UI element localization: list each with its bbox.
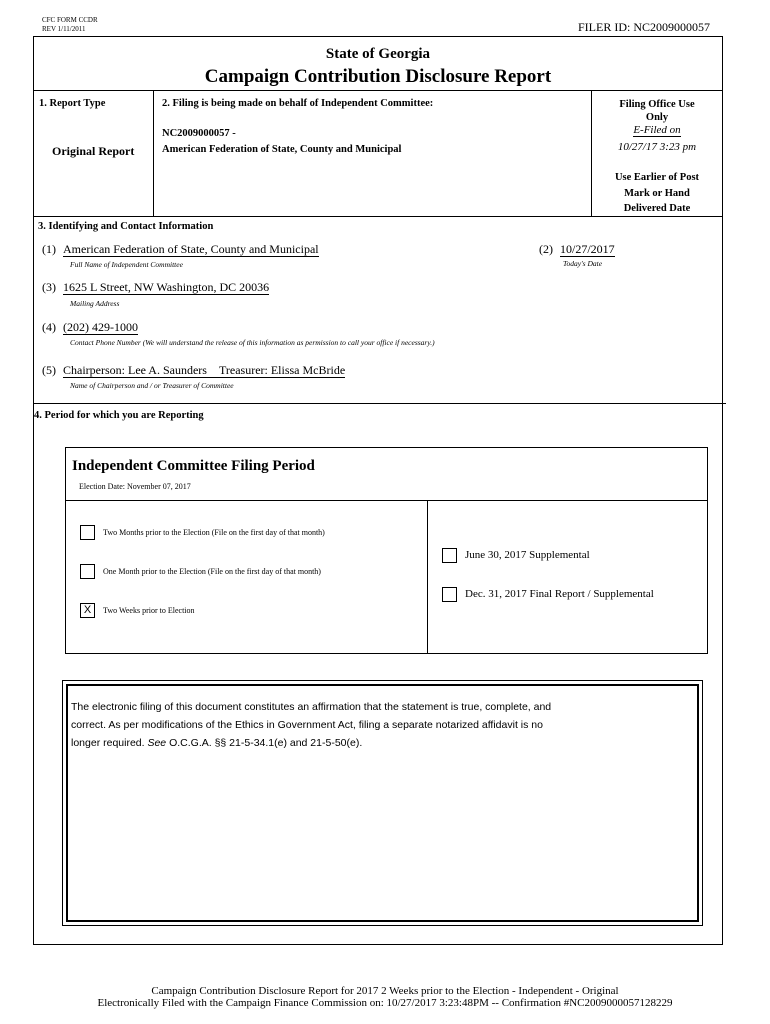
title-divider — [33, 90, 723, 91]
filing-office-note-line2: Mark or Hand — [624, 187, 690, 199]
filing-office-note-line1: Use Earlier of Post — [614, 172, 700, 183]
chairperson: Chairperson: Lee A. Saunders Treasurer: Elissa McBride — [63, 363, 346, 377]
report-type-value: Original Report — [52, 144, 135, 158]
filing-period-divider — [65, 500, 708, 501]
phone-caption: Contact Phone Number (We will understand the release of this information as permission to call your office if necessary.) — [70, 338, 435, 347]
option-two-weeks-checkbox[interactable]: X — [80, 603, 95, 618]
footer — [0, 985, 770, 1009]
section3-divider — [33, 403, 726, 404]
mailing-address-row — [42, 280, 269, 295]
committee-full-name: American Federation of State, County and Municipal — [63, 242, 319, 256]
affirmation-line1: The electronic filing of this document constitutes an affirmation that the statement is true, complete, and — [71, 701, 552, 713]
form-revision: REV 1/11/2011 — [42, 25, 86, 33]
item-3-number: (3) — [42, 280, 56, 294]
option-dec-final-label: Dec. 31, 2017 Final Report / Supplemental — [465, 588, 654, 600]
officers-row — [42, 363, 345, 378]
filing-period-title: Independent Committee Filing Period — [72, 458, 315, 474]
option-one-month-checkbox[interactable] — [80, 564, 95, 579]
filing-office-note — [591, 170, 723, 217]
section3-label: 3. Identifying and Contact Information — [38, 221, 214, 232]
committee-id: NC2009000057 - — [162, 128, 236, 139]
option-two-weeks-label: Two Weeks prior to Election — [103, 606, 195, 615]
committee-full-name-row — [42, 242, 319, 257]
option-two-months-checkbox[interactable] — [80, 525, 95, 540]
filing-office-note-line3: Delivered Date — [623, 203, 691, 214]
committee-name: American Federation of State, County and Municipal — [162, 144, 402, 155]
item-4-number: (4) — [42, 320, 56, 334]
footer-line1: Campaign Contribution Disclosure Report for 2017 2 Weeks prior to the Election - Independent - Original — [151, 985, 619, 997]
phone-row — [42, 320, 138, 335]
todays-date-row — [539, 242, 615, 257]
item-5-number: (5) — [42, 363, 56, 377]
efiled-label: E-Filed on — [633, 124, 681, 136]
option-june-supplemental-checkbox[interactable] — [442, 548, 457, 563]
committee-label: 2. Filing is being made on behalf of Independent Committee: — [162, 98, 434, 109]
todays-date-caption: Today's Date — [563, 259, 603, 268]
col-divider-1 — [153, 90, 154, 216]
report-type-label: 1. Report Type — [39, 98, 106, 109]
filing-office-heading — [591, 98, 723, 124]
option-june-supplemental-label: June 30, 2017 Supplemental — [465, 549, 590, 561]
committee-full-name-caption: Full Name of Independent Committee — [70, 260, 183, 269]
footer-line2: Electronically Filed with the Campaign Finance Commission on: 10/27/2017 3:23:48PM -- Confirmation #NC2009000057128229 — [97, 997, 673, 1009]
filing-period-col-divider — [427, 500, 428, 654]
efiled-date: 10/27/17 3:23 pm — [617, 141, 697, 153]
filer-id: FILER ID: NC2009000057 — [578, 20, 710, 34]
affirmation-line2: correct. As per modifications of the Ethics in Government Act, filing a separate notarized affidavit is no — [71, 719, 543, 731]
affirmation-line3: longer required. See O.C.G.A. §§ 21-5-34.1(e) and 21-5-50(e). — [71, 737, 363, 749]
mailing-address-caption: Mailing Address — [70, 299, 120, 308]
section2-divider — [33, 216, 723, 217]
treasurer: Treasurer: Elissa McBride — [218, 363, 346, 377]
mailing-address: 1625 L Street, NW Washington, DC 20036 — [63, 280, 270, 294]
option-one-month-label: One Month prior to the Election (File on the first day of that month) — [103, 567, 321, 576]
option-two-months-label: Two Months prior to the Election (File on the first day of that month) — [103, 528, 325, 537]
phone-number: (202) 429-1000 — [63, 320, 138, 334]
filing-office-heading-line1: Filing Office Use — [619, 99, 695, 110]
report-title: Campaign Contribution Disclosure Report — [204, 66, 552, 87]
todays-date: 10/27/2017 — [560, 242, 615, 256]
form-code: CFC FORM CCDR — [42, 16, 98, 24]
section4-label: 4. Period for which you are Reporting — [34, 410, 204, 421]
option-dec-final-checkbox[interactable] — [442, 587, 457, 602]
filing-office-heading-line2: Only — [645, 112, 669, 123]
state-title: State of Georgia — [325, 46, 431, 62]
filing-period-box — [65, 447, 708, 654]
election-date: Election Date: November 07, 2017 — [79, 482, 191, 491]
affirmation-text — [71, 698, 551, 752]
item-1-number: (1) — [42, 242, 56, 256]
officers-caption: Name of Chairperson and / or Treasurer of Committee — [70, 381, 234, 390]
item-2-number: (2) — [539, 242, 553, 256]
